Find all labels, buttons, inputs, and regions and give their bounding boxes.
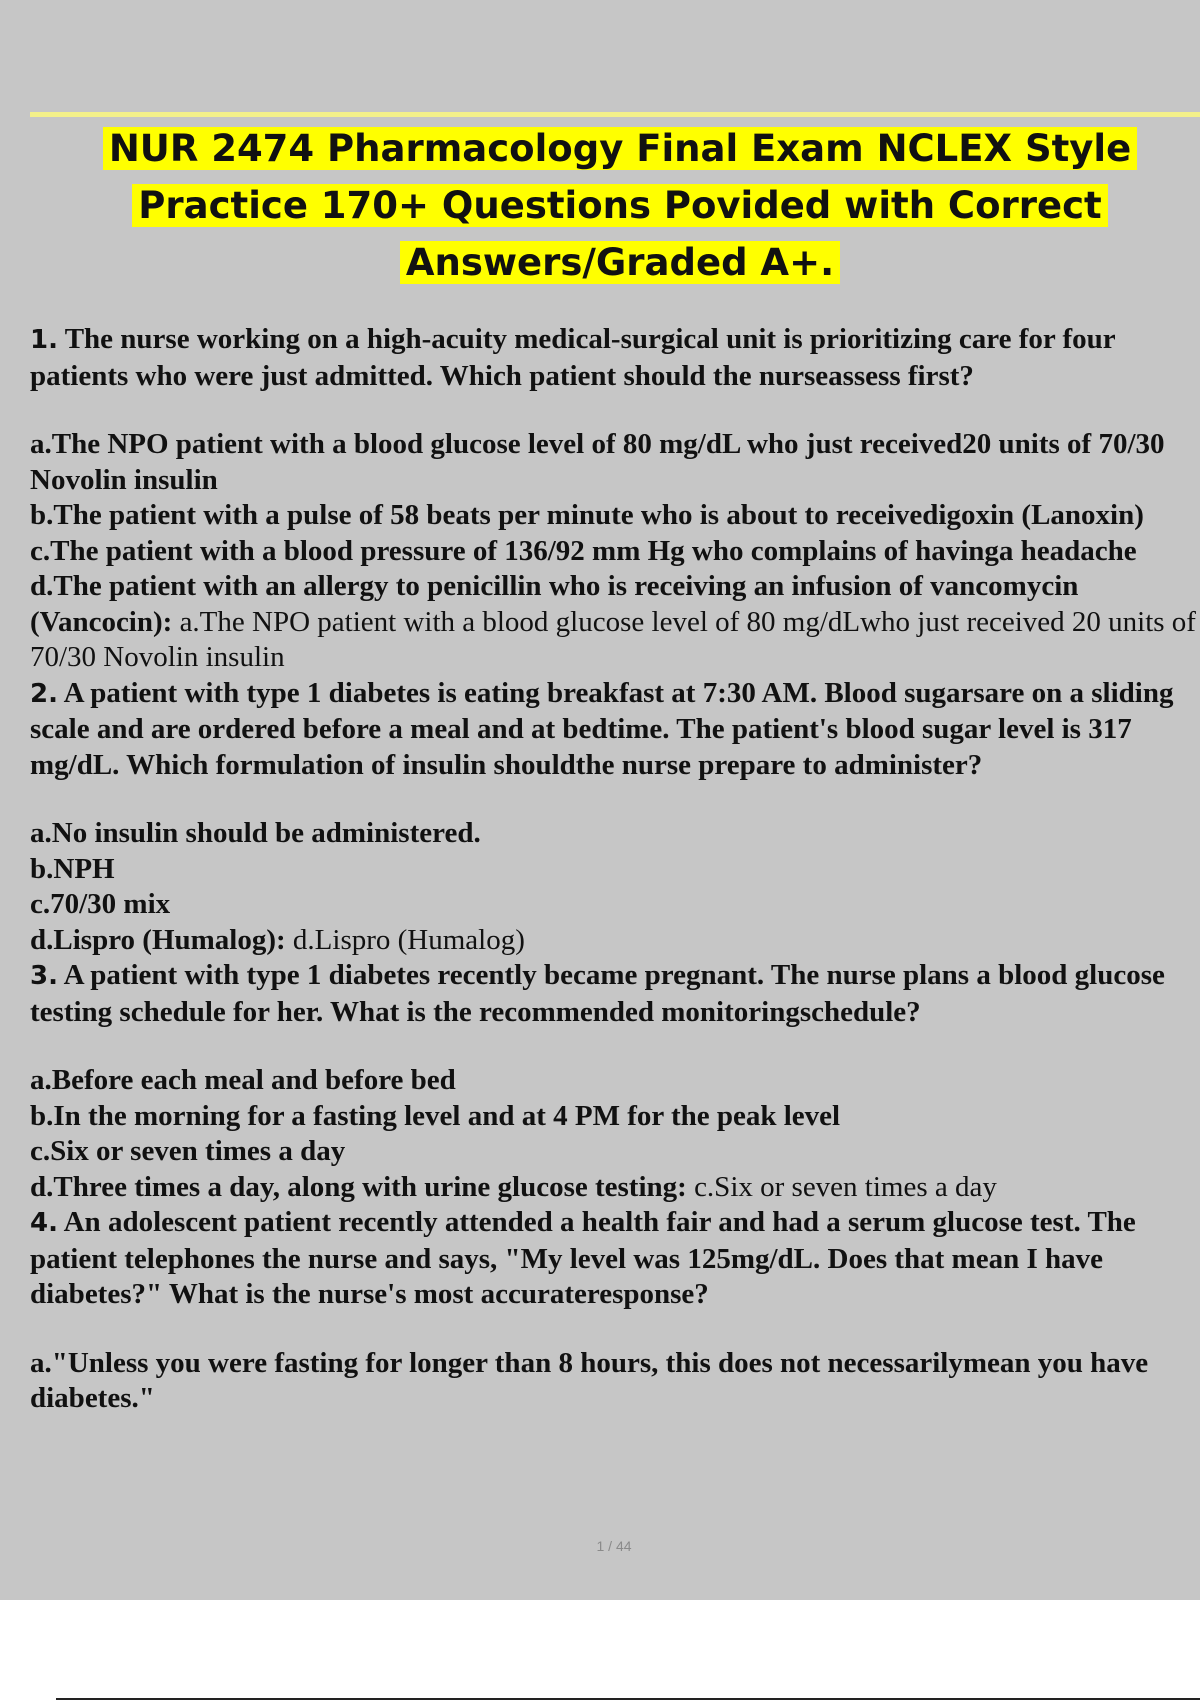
option-a: a.The NPO patient with a blood glucose level of 80 mg/dL who just received20 units of 70/30 Novolin insulin (30, 428, 1165, 496)
option-c: c.Six or seven times a day (30, 1135, 346, 1167)
option-d: d.Lispro (Humalog): (30, 923, 286, 956)
question-2 (30, 676, 1200, 784)
option-b: b.In the morning for a fasting level and at 4 PM for the peak level (30, 1099, 841, 1132)
question-number: 2. (30, 678, 58, 709)
option-d-with-answer (30, 1170, 1200, 1206)
option-d-with-answer (30, 569, 1200, 676)
question-text: A patient with type 1 diabetes is eating breakfast at 7:30 AM. Blood sugarsare on a sliding scale and are ordered before a meal and at bedtime. The patient's blood sugar level is 317 mg/dL. Which formulation of insulin shouldthe nurse prepare to administer? (30, 676, 1174, 781)
option-c: c.The patient with a blood pressure of 136/92 mm Hg who complains of havinga headache (30, 534, 1137, 567)
option-d: d.Three times a day, along with urine glucose testing: (30, 1170, 687, 1203)
correct-answer: c.Six or seven times a day (686, 1170, 997, 1203)
question-1 (30, 322, 1200, 394)
question-text: The nurse working on a high-acuity medical-surgical unit is prioritizing care for four patients who were just admitted. Which patient should the nurseassess first? (30, 323, 1116, 392)
question-4 (30, 1205, 1200, 1313)
option-d: d.The patient with an allergy to penicillin who is receiving an infusion of vancomycin (Vancocin): (30, 570, 1079, 638)
option-b: b.NPH (30, 852, 115, 885)
question-number: 4. (30, 1208, 58, 1238)
option-a: a.No insulin should be administered. (30, 817, 481, 849)
option-d-with-answer (30, 923, 1200, 959)
option-b: b.The patient with a pulse of 58 beats per minute who is about to receivedigoxin (Lanoxin) (30, 499, 1144, 531)
document-body (30, 322, 1200, 1417)
correct-answer: a.The NPO patient with a blood glucose level of 80 mg/dLwho just received 20 units of 70/30 Novolin insulin (30, 605, 1196, 673)
option-c: c.70/30 mix (30, 888, 171, 920)
question-3 (30, 958, 1200, 1030)
option-a: a."Unless you were fasting for longer than 8 hours, this does not necessarilymean you have diabetes." (30, 1346, 1149, 1414)
page-indicator: 1 / 44 (596, 1538, 632, 1554)
question-text: A patient with type 1 diabetes recently became pregnant. The nurse plans a blood glucose testing schedule for her. What is the recommended monitoringschedule? (30, 959, 1165, 1028)
question-text: An adolescent patient recently attended a health fair and had a serum glucose test. The patient telephones the nurse and says, "My level was 125mg/dL. Does that mean I have diabetes?" What is the nurse's most accurateresponse? (30, 1206, 1136, 1310)
question-number: 3. (30, 961, 58, 991)
document-title (40, 120, 1200, 291)
correct-answer: d.Lispro (Humalog) (285, 923, 525, 956)
question-number: 1. (30, 325, 58, 355)
title-highlight: NUR 2474 Pharmacology Final Exam NCLEX Style Practice 170+ Questions Povided with Correct Answers/Graded A+. (103, 127, 1137, 284)
option-a: a.Before each meal and before bed (30, 1064, 456, 1096)
title-top-rule (30, 112, 1200, 117)
